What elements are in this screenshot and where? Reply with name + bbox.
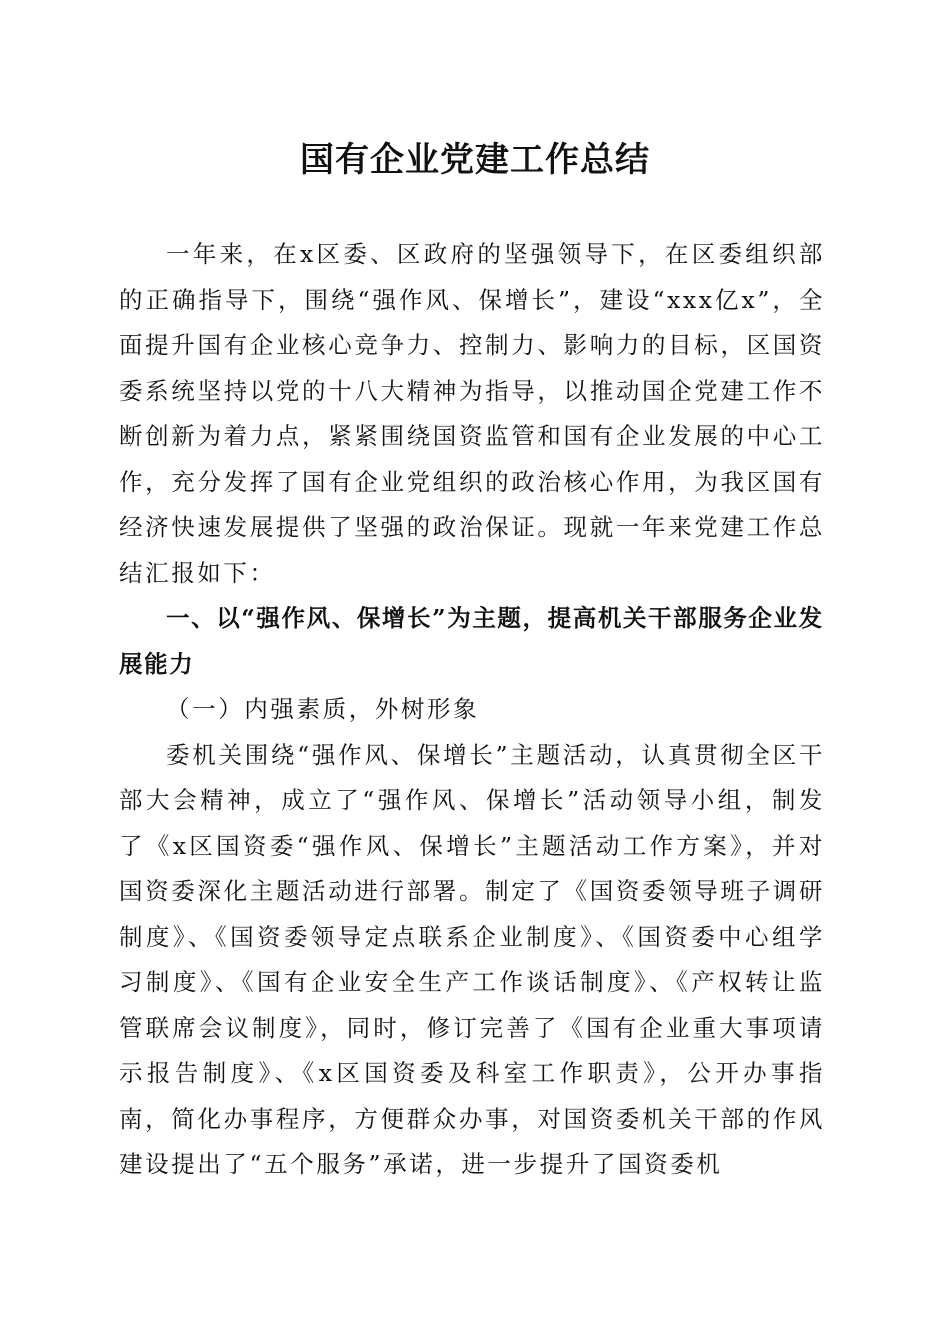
document-title: 国有企业党建工作总结 xyxy=(300,140,650,180)
body-paragraph: 委机关围绕“强作风、保增长”主题活动，认真贯彻全区干部大会精神，成立了“强作风、保增长”活动领导小组，制发了《x区国资委“强作风、保增长”主题活动工作方案》，并对国资委深化主题活动进行部署。制定了《国资委领导班子调研制度》、《国资委领导定点联系企业制度》、《国资委中心组学习制度》、《国有企业安全生产工作谈话制度》、《产权转让监管联席会议制度》，同时，修订完善了《国有企业重大事项请示报告制度》、《x区国资委及科室工作职责》，公开办事指南，简化办事程序，方便群众办事，对国资委机关干部的作风建设提出了“五个服务”承诺，进一步提升了国资委机 xyxy=(119,740,825,1178)
subsection-heading: （一）内强素质，外树形象 xyxy=(166,695,480,723)
intro-paragraph: 一年来，在x区委、区政府的坚强领导下，在区委组织部的正确指导下，围绕“强作风、保增长”，建设“xxx亿x”，全面提升国有企业核心竞争力、控制力、影响力的目标，区国资委系统坚持以党的十八大精神为指导，以推动国企党建工作不断创新为着力点，紧紧围绕国资监管和国有企业发展的中心工作，充分发挥了国有企业党组织的政治核心作用，为我区国有经济快速发展提供了坚强的政治保证。现就一年来党建工作总结汇报如下： xyxy=(119,240,825,587)
section-heading: 一、以“强作风、保增长”为主题，提高机关干部服务企业发展能力 xyxy=(119,604,824,678)
document-body xyxy=(119,232,825,1188)
